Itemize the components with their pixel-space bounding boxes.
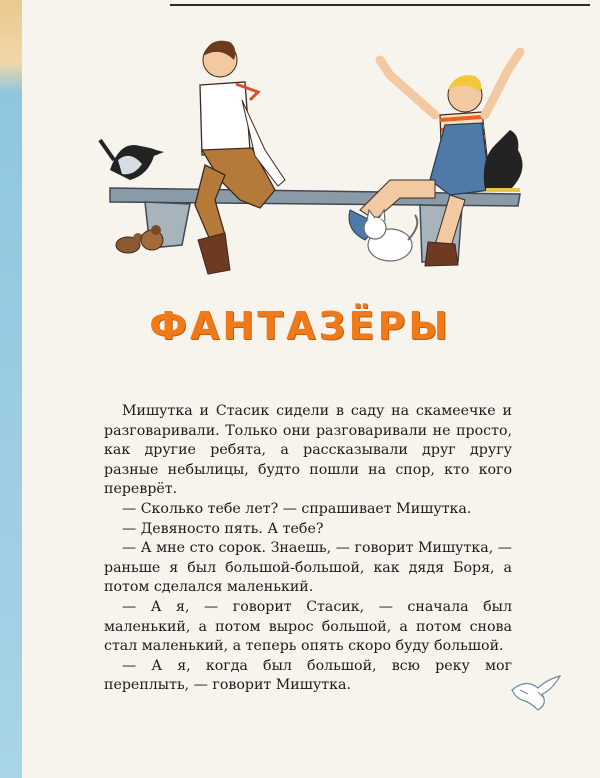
page-edge-decoration: [0, 0, 22, 778]
paragraph: — Сколько тебе лет? — спрашивает Мишутка.: [122, 500, 472, 517]
paragraph: Мишутка и Стасик сидели в саду на скамеечке и разговаривали. Только они разговаривали не просто, как другие ребята, а рассказывали друг другу разные небылицы, будто пошли на спор, кто кого переврёт.: [104, 403, 512, 498]
paragraph: — Девяносто пять. А тебе?: [122, 520, 324, 537]
paragraph: — А мне сто сорок. Знаешь, — говорит Мишутка, — раньше я был большой-большой, как дядя Боря, а потом сделался маленький.: [104, 540, 512, 596]
black-cat: [484, 130, 523, 190]
bird-ornament: [508, 670, 564, 714]
story-title: ФАНТАЗЁРЫ: [149, 304, 451, 348]
paragraph: — А я, — говорит Стасик, — сначала был маленький, а потом вырос большой, а потом снова стал маленький, а теперь опять скоро буду большой.: [104, 598, 512, 655]
white-cat: [364, 210, 417, 261]
top-rule: [170, 4, 590, 6]
paragraph: — А я, когда был большой, всю реку мог переплыть, — говорит Мишутка.: [104, 657, 512, 694]
story-text: [104, 402, 512, 696]
illustration-boys-on-bench: [90, 30, 530, 280]
crow: [100, 140, 164, 180]
boy-left: [195, 41, 285, 274]
sparrows: [116, 225, 163, 253]
